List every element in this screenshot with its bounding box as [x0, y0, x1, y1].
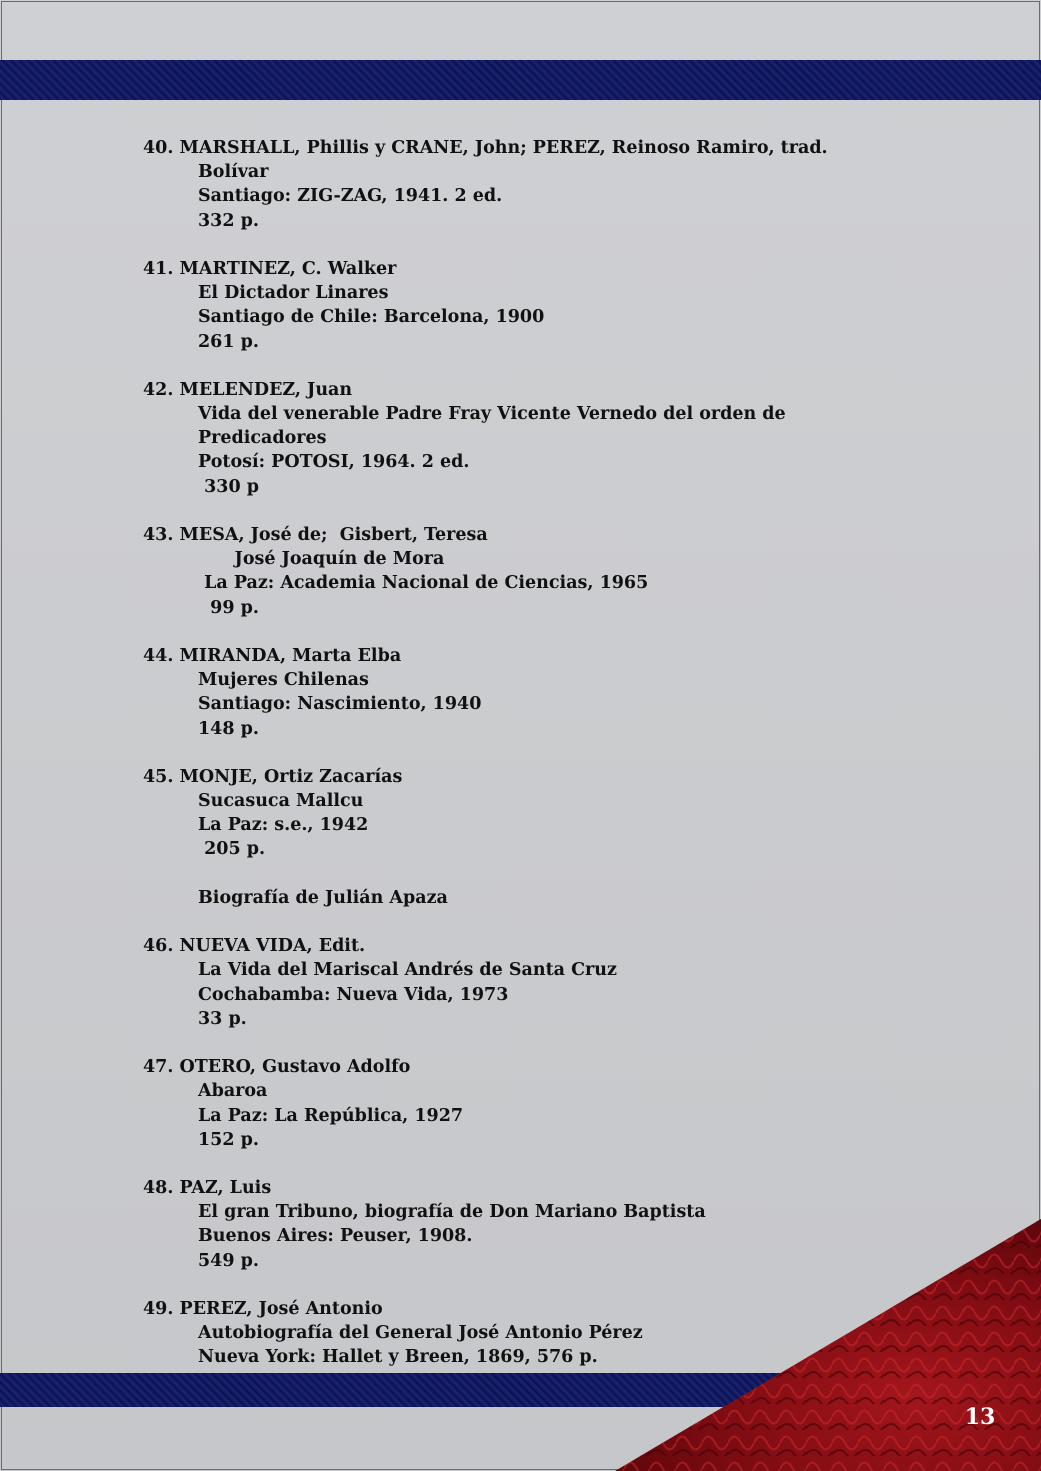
bibliography-entry	[143, 934, 943, 1031]
entry-detail-line: José Joaquín de Mora	[198, 549, 445, 570]
entry-heading: 48. PAZ, Luis	[143, 1178, 272, 1199]
entry-detail-line: Predicadores	[198, 428, 327, 449]
entry-detail-line: Nueva York: Hallet y Breen, 1869, 576 p.	[198, 1347, 598, 1368]
bibliography-entry	[143, 765, 943, 910]
entry-detail-line: 99 p.	[198, 597, 259, 618]
entry-detail-line: Potosí: POTOSI, 1964. 2 ed.	[198, 452, 470, 473]
entry-heading: 42. MELENDEZ, Juan	[143, 379, 353, 400]
bibliography-list	[143, 136, 943, 1394]
entry-detail-line: La Vida del Mariscal Andrés de Santa Cruz	[198, 960, 617, 981]
bibliography-entry	[143, 1297, 943, 1370]
bibliography-entry	[143, 257, 943, 354]
entry-detail-line: 205 p.	[198, 839, 266, 860]
entry-detail-line: Santiago: ZIG-ZAG, 1941. 2 ed.	[198, 186, 503, 207]
entry-detail-line: El gran Tribuno, biografía de Don Mariano Baptista	[198, 1202, 706, 1223]
entry-heading: 43. MESA, José de; Gisbert, Teresa	[143, 525, 488, 545]
entry-detail-line: La Paz: La República, 1927	[198, 1105, 464, 1126]
entry-detail-line: Biografía de Julián Apaza	[198, 887, 448, 908]
entry-detail-line: Mujeres Chilenas	[198, 670, 369, 691]
entry-detail-line: 330 p	[198, 476, 259, 497]
entry-detail-line: Cochabamba: Nueva Vida, 1973	[198, 984, 509, 1005]
entry-detail-line: Autobiografía del General José Antonio Pérez	[198, 1323, 643, 1344]
entry-detail-line: Santiago de Chile: Barcelona, 1900	[198, 307, 545, 328]
entry-detail-line: Abaroa	[198, 1081, 268, 1102]
entry-detail-line: 261 p.	[198, 331, 259, 352]
entry-detail-line: Buenos Aires: Peuser, 1908.	[198, 1226, 473, 1247]
bibliography-entry	[143, 1055, 943, 1152]
entry-heading: 47. OTERO, Gustavo Adolfo	[143, 1057, 411, 1078]
entry-heading: 40. MARSHALL, Phillis y CRANE, John; PEREZ, Reinoso Ramiro, trad.	[143, 138, 828, 158]
page-number: 13	[964, 1404, 996, 1430]
entry-heading: 44. MIRANDA, Marta Elba	[143, 645, 402, 666]
entry-detail-line: Bolívar	[198, 162, 269, 183]
entry-heading: 45. MONJE, Ortiz Zacarías	[143, 766, 403, 787]
bibliography-entry	[143, 644, 943, 741]
bibliography-entry	[143, 378, 943, 499]
entry-detail-line	[143, 862, 943, 886]
entry-detail-line: La Paz: Academia Nacional de Ciencias, 1965	[198, 573, 649, 594]
bibliography-entry	[143, 136, 943, 233]
entry-heading: 41. MARTINEZ, C. Walker	[143, 258, 397, 279]
entry-heading: 46. NUEVA VIDA, Edit.	[143, 936, 366, 957]
entry-detail-line: 152 p.	[198, 1129, 259, 1150]
entry-detail-line: Sucasuca Mallcu	[198, 791, 364, 812]
entry-detail-line: 549 p.	[198, 1250, 259, 1271]
entry-detail-line: El Dictador Linares	[198, 283, 389, 304]
entry-detail-line: 33 p.	[198, 1008, 247, 1029]
entry-detail-line: 332 p.	[198, 210, 259, 231]
entry-heading: 49. PEREZ, José Antonio	[143, 1299, 383, 1319]
entry-detail-line: La Paz: s.e., 1942	[198, 815, 369, 836]
entry-detail-line: 148 p.	[198, 718, 259, 739]
entry-detail-line: Vida del venerable Padre Fray Vicente Vernedo del orden de	[198, 404, 786, 425]
entry-detail-line: Santiago: Nascimiento, 1940	[198, 694, 482, 715]
bibliography-entry	[143, 523, 943, 620]
bibliography-entry	[143, 1176, 943, 1273]
